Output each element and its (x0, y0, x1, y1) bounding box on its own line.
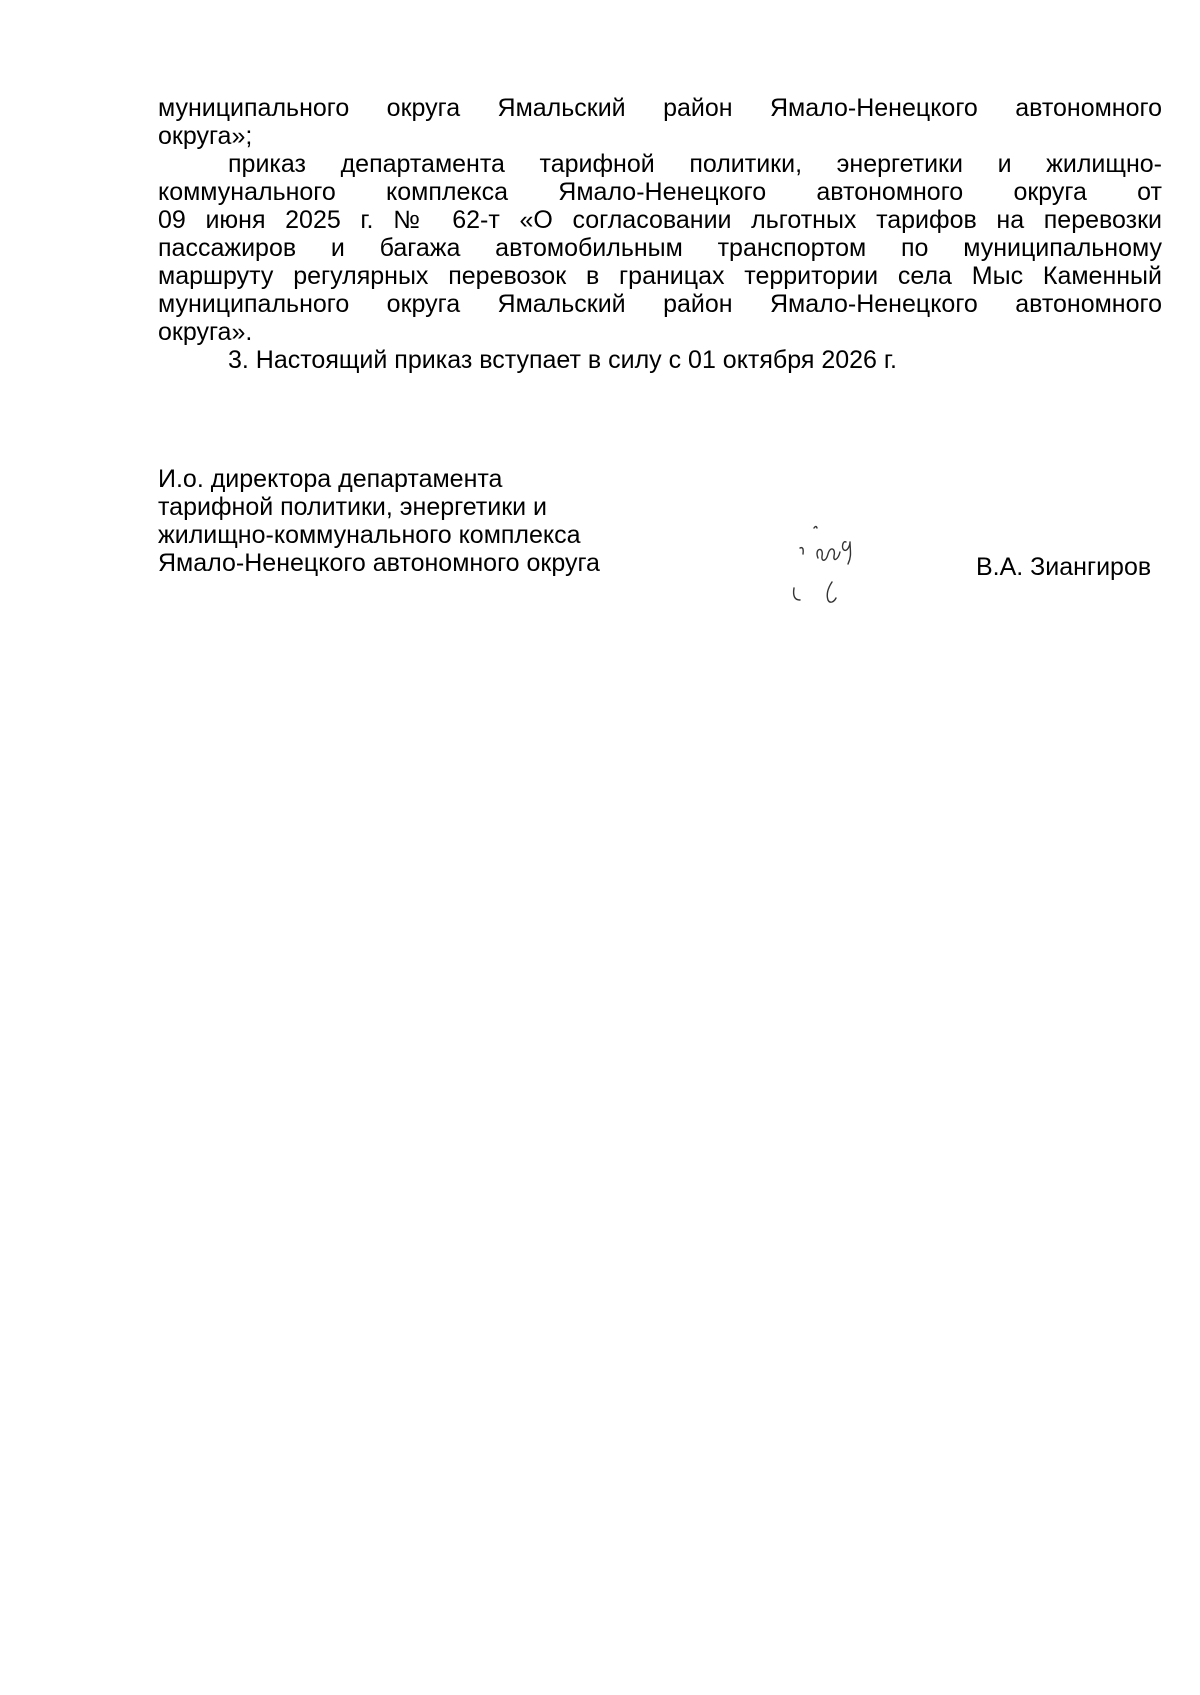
signatory-position (158, 465, 600, 577)
signatory-position-line: И.о. директора департамента (158, 465, 503, 493)
text-line: маршруту регулярных перевозок в границах территории села Мыс Каменный (158, 262, 1162, 290)
handwritten-signature (780, 520, 900, 630)
signatory-position-line: жилищно-коммунального комплекса (158, 521, 581, 549)
text-line: пассажиров и багажа автомобильным транспортом по муниципальному (158, 234, 1162, 262)
signatory-name: В.А. Зиангиров (976, 553, 1152, 581)
signatory-position-line: Ямало-Ненецкого автономного округа (158, 549, 600, 577)
effective-date-clause: 3. Настоящий приказ вступает в силу с 01 октября 2026 г. (228, 346, 897, 374)
text-line: округа». (158, 318, 253, 346)
document-body (158, 94, 1162, 374)
text-line: приказ департамента тарифной политики, энергетики и жилищно- (228, 150, 1162, 178)
text-line: коммунального комплекса Ямало-Ненецкого автономного округа от (158, 178, 1162, 206)
text-line: муниципального округа Ямальский район Ямало-Ненецкого автономного (158, 94, 1162, 122)
text-line: округа»; (158, 122, 253, 150)
signatory-position-line: тарифной политики, энергетики и (158, 493, 548, 521)
text-line: муниципального округа Ямальский район Ямало-Ненецкого автономного (158, 290, 1162, 318)
text-line: 09 июня 2025 г. № 62-т «О согласовании льготных тарифов на перевозки (158, 206, 1162, 234)
